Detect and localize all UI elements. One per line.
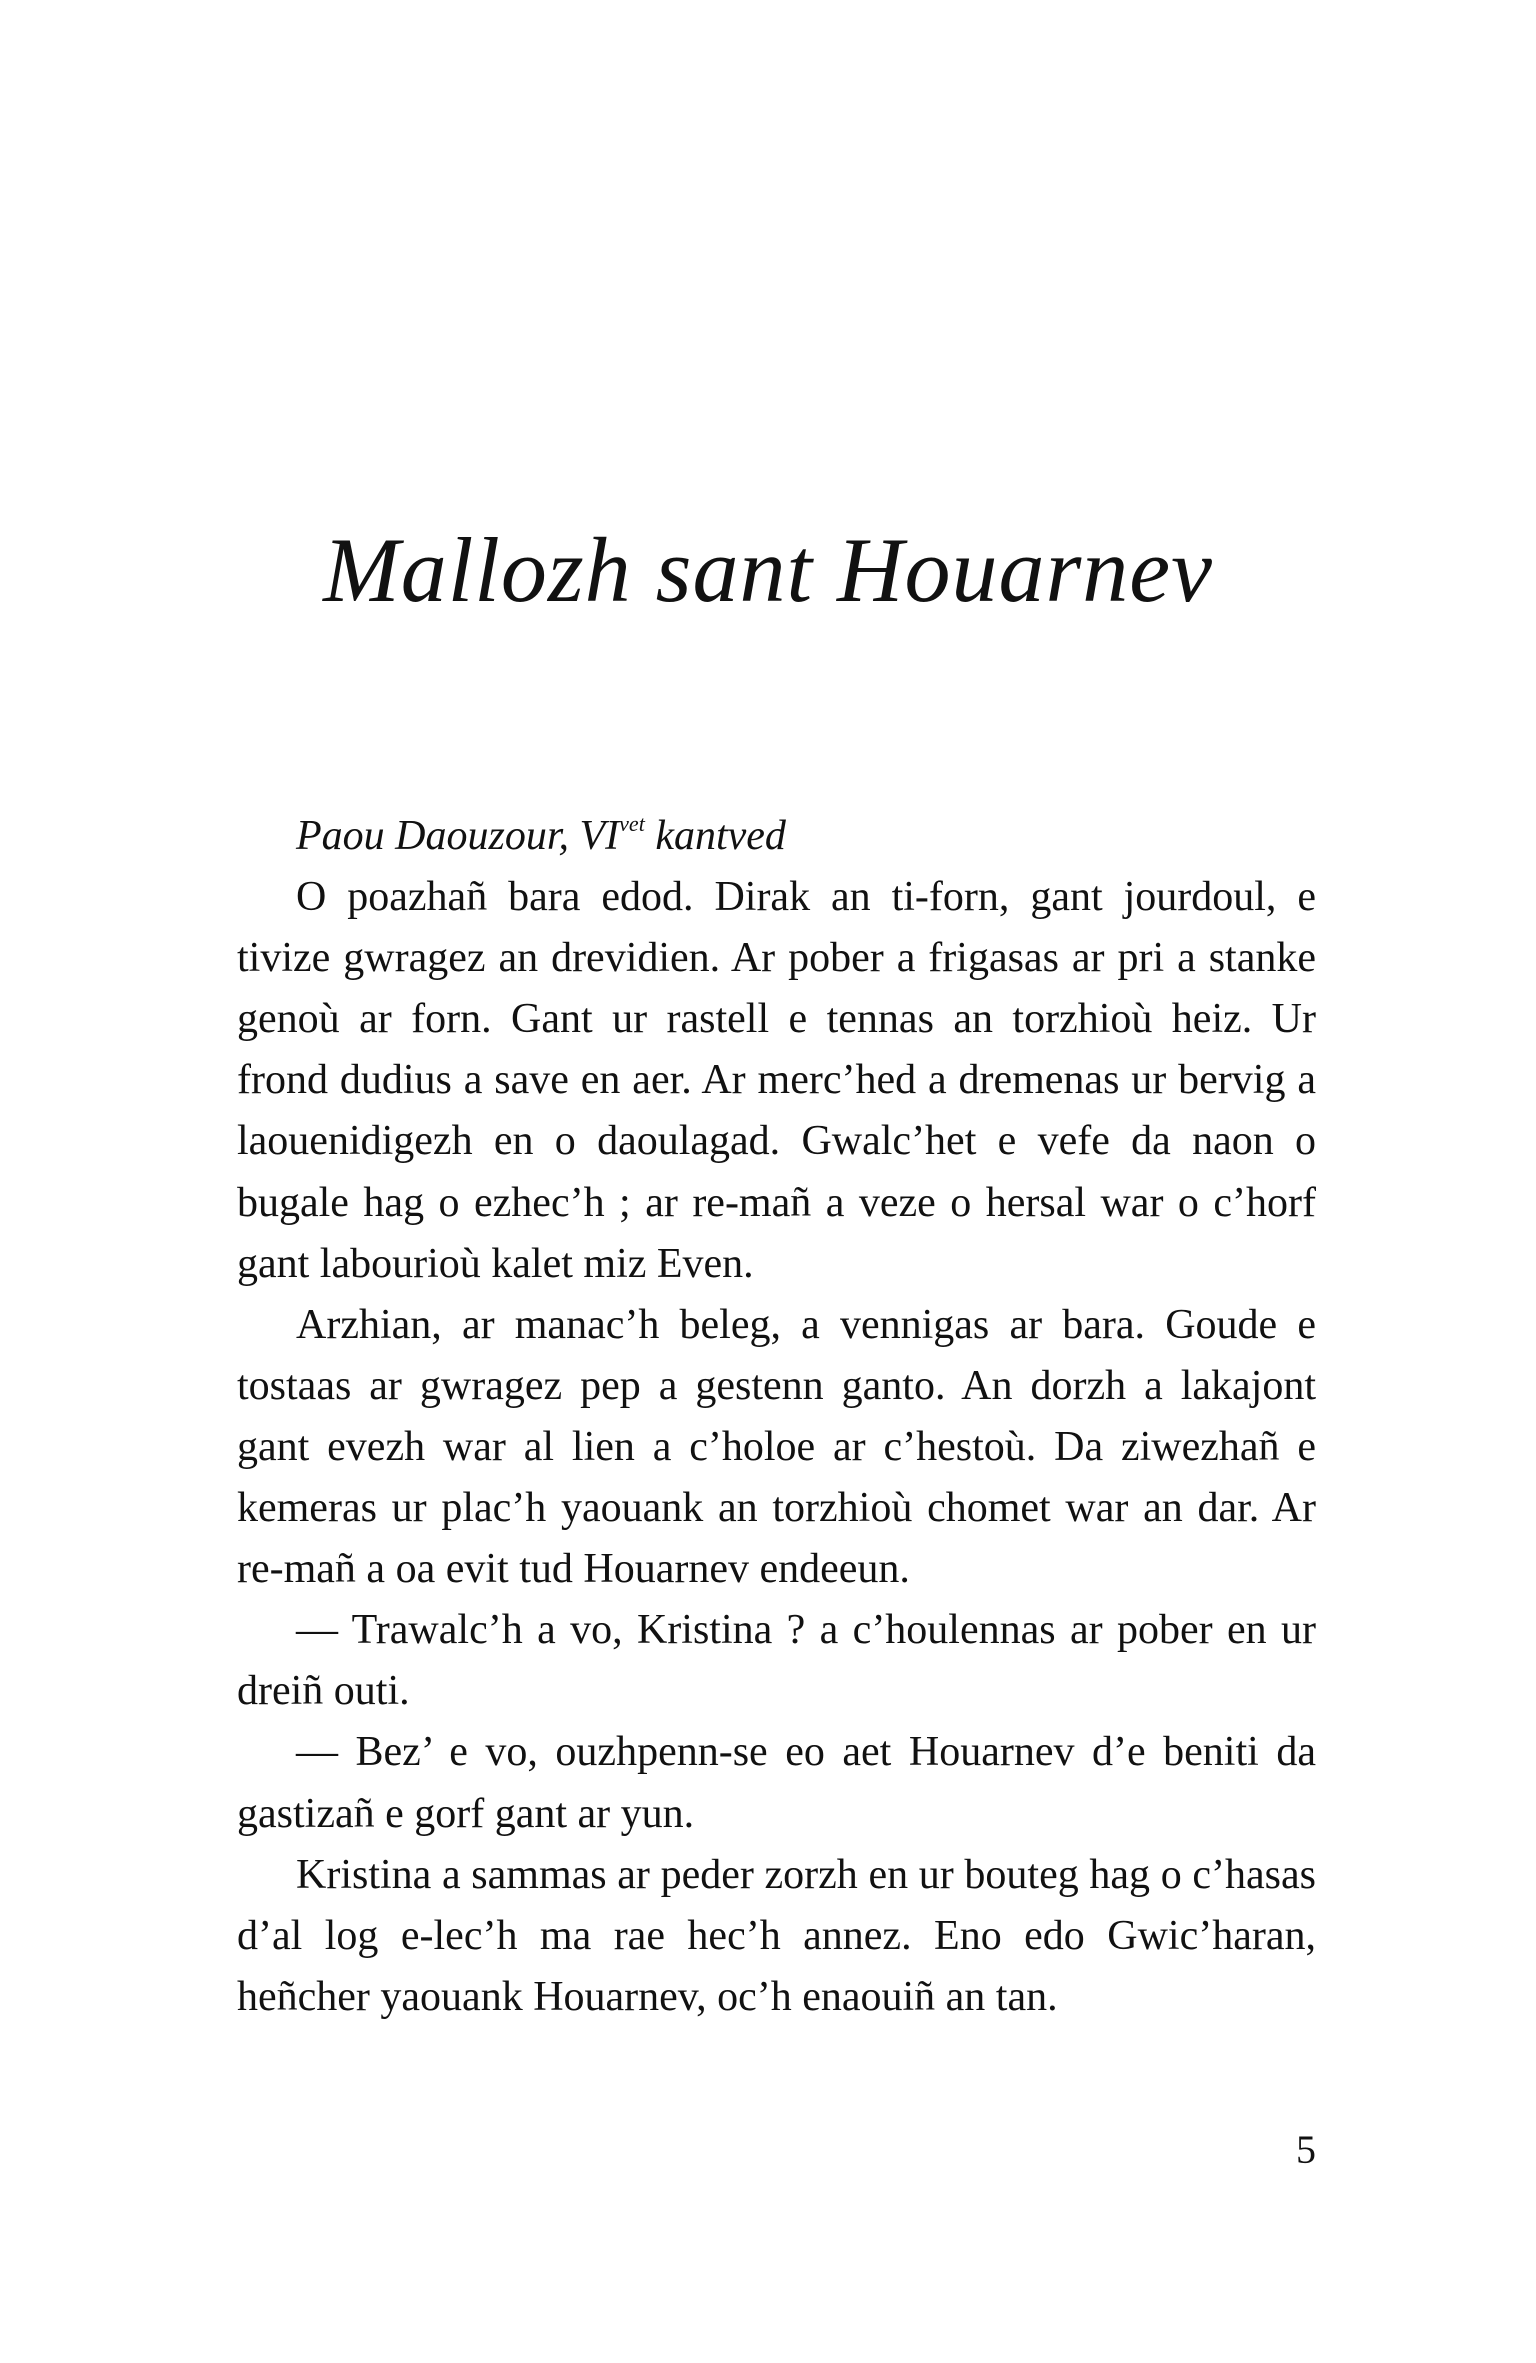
page-number: 5 (1296, 2127, 1316, 2172)
dateline (237, 806, 1316, 867)
dateline-suffix: kantved (644, 813, 786, 859)
dateline-text: Paou Daouzour, VI (296, 813, 620, 859)
body-text (237, 806, 1316, 2028)
paragraph: Arzhian, ar manac’h beleg, a vennigas ar bara. Goude e tostaas ar gwragez pep a gestenn ganto. An dorzh a lakajont gant evezh war al lien a c’holoe ar c’hestoù. Da ziwezhañ e kemeras ur plac’h yaouank an torzhioù chomet war an dar. Ar re-mañ a oa evit tud Houarnev endeeun. (237, 1301, 1316, 1593)
paragraph: Kristina a sammas ar peder zorzh en ur bouteg hag o c’hasas d’al log e-lec’h ma rae hec’h annez. Eno edo Gwic’haran, heñcher yaouank Houarnev, oc’h enaouiñ an tan. (237, 1851, 1316, 2020)
dialogue-paragraph: — Trawalc’h a vo, Kristina ? a c’houlennas ar pober en ur dreiñ outi. (237, 1607, 1316, 1715)
dateline-superscript: vet (619, 811, 645, 836)
dialogue-paragraph: — Bez’ e vo, ouzhpenn-se eo aet Houarnev d’e beniti da gastizañ e gorf gant ar yun. (237, 1729, 1316, 1837)
page-title: Mallozh sant Houarnev (323, 519, 1213, 621)
paragraph: O poazhañ bara edod. Dirak an ti-forn, gant jourdoul, e tivize gwragez an drevidien. Ar pober a frigasas ar pri a stanke genoù ar forn. Gant ur rastell e tennas an torzhioù heiz. Ur frond dudius a save en aer. Ar merc’hed a dremenas ur bervig a laouenidigezh en o daoulagad. Gwalc’het e vefe da naon o bugale hag o ezhec’h ; ar re-mañ a veze o hersal war o c’horf gant labourioù kalet miz Even. (237, 874, 1316, 1287)
